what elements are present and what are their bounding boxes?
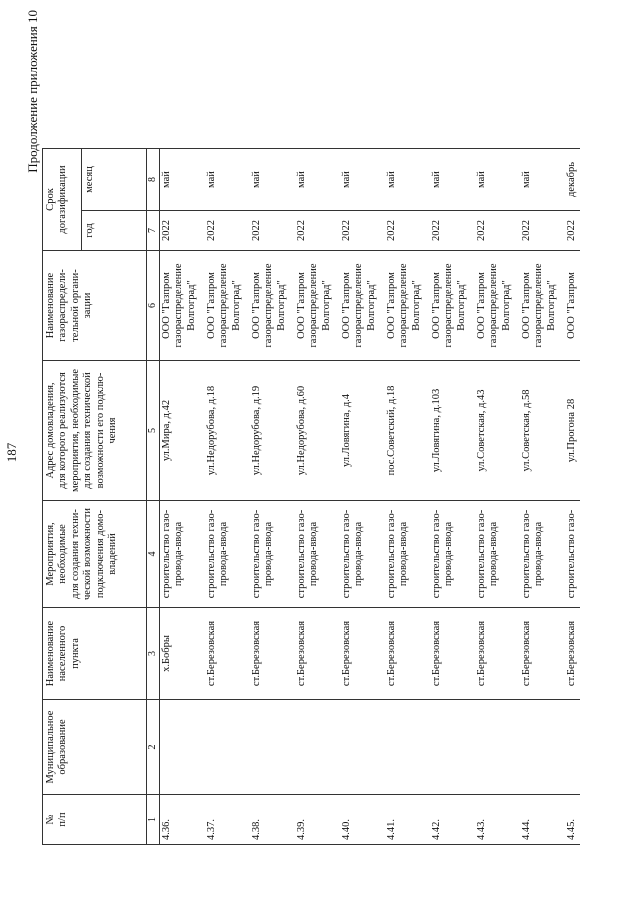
continuation-note: Продолжение приложения 10 [25, 10, 40, 173]
year-cell: 2022 [250, 211, 295, 251]
settlement-cell: х.Бобры [160, 608, 206, 700]
address-cell: ул.Прогона 28 [565, 361, 580, 501]
table-row [205, 149, 250, 845]
header-settlement-text: Наименование населенного пункта [45, 620, 81, 687]
month-cell: май [430, 149, 475, 211]
municipality-cell [475, 700, 520, 795]
municipality-cell [160, 700, 206, 795]
year-cell: 2022 [475, 211, 520, 251]
row-number: 4.36. [160, 795, 206, 845]
row-number: 4.38. [250, 795, 295, 845]
gasification-table [42, 148, 580, 845]
header-address [43, 361, 147, 501]
header-organization-text: Наименование газораспредели- тельной органи- зации [45, 269, 94, 342]
table-row [160, 149, 206, 845]
address-cell: ул.Мира, д.42 [160, 361, 206, 501]
address-cell: ул.Недорубова, д.60 [295, 361, 340, 501]
organization-cell: ООО "Газпром газораспределение Волгоград" [295, 251, 340, 361]
settlement-cell: ст.Березовская [430, 608, 475, 700]
organization-cell: ООО "Газпром газораспределение Волгоград" [340, 251, 385, 361]
address-cell: ул.Советская, д.43 [475, 361, 520, 501]
organization-cell: ООО "Газпром газораспределение Волгоград" [160, 251, 206, 361]
month-cell: май [160, 149, 206, 211]
municipality-cell [520, 700, 565, 795]
row-number: 4.42. [430, 795, 475, 845]
address-cell: ул.Ловягина, д.4 [340, 361, 385, 501]
organization-cell: ООО "Газпром газораспределение Волгоград" [205, 251, 250, 361]
column-index: 7 [147, 211, 160, 251]
column-index: 6 [147, 251, 160, 361]
event-cell: строительство газо- провода-ввода [295, 501, 340, 608]
header-year: год [82, 211, 147, 251]
address-cell: пос.Советский, д.18 [385, 361, 430, 501]
header-month: месяц [82, 149, 147, 211]
header-event [43, 501, 147, 608]
header-address-text: Адрес домовладения, для которого реализуются мероприятия, необходимые для создания технической возможности его подклю- чения [45, 369, 118, 493]
month-cell: май [385, 149, 430, 211]
column-index: 2 [147, 700, 160, 795]
row-number: 4.44. [520, 795, 565, 845]
header-number-text: № п/п [45, 812, 69, 827]
month-cell: май [340, 149, 385, 211]
settlement-cell: ст.Березовская [205, 608, 250, 700]
organization-cell: ООО "Газпром газораспределение Волгоград" [385, 251, 430, 361]
address-cell: ул.Ловягина, д.103 [430, 361, 475, 501]
municipality-cell [205, 700, 250, 795]
year-cell: 2022 [295, 211, 340, 251]
table-row [565, 149, 580, 845]
year-cell: 2022 [205, 211, 250, 251]
month-cell: май [250, 149, 295, 211]
event-cell: строительство газо- провода-ввода [205, 501, 250, 608]
table-row [250, 149, 295, 845]
row-number: 4.39. [295, 795, 340, 845]
column-index: 3 [147, 608, 160, 700]
settlement-cell: ст.Березовская [565, 608, 580, 700]
settlement-cell: ст.Березовская [295, 608, 340, 700]
table-row [340, 149, 385, 845]
column-index: 1 [147, 795, 160, 845]
row-number: 4.43. [475, 795, 520, 845]
table-row [295, 149, 340, 845]
page-number: 187 [4, 442, 19, 463]
settlement-cell: ст.Березовская [250, 608, 295, 700]
organization-cell: ООО "Газпром газораспределение Волгоград" [520, 251, 565, 361]
event-cell: строительство газо- провода-ввода [160, 501, 206, 608]
address-cell: ул.Недорубова, д.18 [205, 361, 250, 501]
header-municipality [43, 700, 147, 795]
event-cell: строительство газо- провода-ввода [250, 501, 295, 608]
municipality-cell [340, 700, 385, 795]
table-row [385, 149, 430, 845]
row-number: 4.37. [205, 795, 250, 845]
header-deadline [43, 149, 82, 251]
settlement-cell: ст.Березовская [475, 608, 520, 700]
column-index: 4 [147, 501, 160, 608]
month-cell: май [205, 149, 250, 211]
month-cell: май [295, 149, 340, 211]
organization-cell: ООО "Газпром [565, 251, 580, 361]
year-cell: 2022 [565, 211, 580, 251]
header-municipality-text: Муниципальное образование [45, 710, 69, 784]
year-cell: 2022 [430, 211, 475, 251]
column-index: 8 [147, 149, 160, 211]
event-cell: строительство газо- [565, 501, 580, 608]
year-cell: 2022 [160, 211, 206, 251]
year-cell: 2022 [385, 211, 430, 251]
row-number: 4.40. [340, 795, 385, 845]
settlement-cell: ст.Березовская [340, 608, 385, 700]
header-event-text: Мероприятия, необходимые для создания техни- ческой возможности подключения домо- владений [45, 508, 118, 600]
table-row [430, 149, 475, 845]
settlement-cell: ст.Березовская [520, 608, 565, 700]
header-organization [43, 251, 147, 361]
organization-cell: ООО "Газпром газораспределение Волгоград" [250, 251, 295, 361]
organization-cell: ООО "Газпром газораспределение Волгоград" [430, 251, 475, 361]
row-number: 4.41. [385, 795, 430, 845]
event-cell: строительство газо- провода-ввода [385, 501, 430, 608]
year-cell: 2022 [520, 211, 565, 251]
header-deadline-text: Срок догазификации [45, 165, 69, 234]
organization-cell: ООО "Газпром газораспределение Волгоград" [475, 251, 520, 361]
table-row [475, 149, 520, 845]
header-number [43, 795, 147, 845]
municipality-cell [385, 700, 430, 795]
month-cell: декабрь [565, 149, 580, 211]
municipality-cell [565, 700, 580, 795]
table-row [520, 149, 565, 845]
settlement-cell: ст.Березовская [385, 608, 430, 700]
table-body [160, 149, 581, 845]
municipality-cell [295, 700, 340, 795]
address-cell: ул.Недорубова, д.19 [250, 361, 295, 501]
row-number: 4.45. [565, 795, 580, 845]
event-cell: строительство газо- провода-ввода [475, 501, 520, 608]
month-cell: май [520, 149, 565, 211]
event-cell: строительство газо- провода-ввода [430, 501, 475, 608]
event-cell: строительство газо- провода-ввода [520, 501, 565, 608]
month-cell: май [475, 149, 520, 211]
address-cell: ул.Советская, д.58 [520, 361, 565, 501]
municipality-cell [430, 700, 475, 795]
header-settlement [43, 608, 147, 700]
column-index-row [147, 149, 160, 845]
year-cell: 2022 [340, 211, 385, 251]
column-index: 5 [147, 361, 160, 501]
event-cell: строительство газо- провода-ввода [340, 501, 385, 608]
municipality-cell [250, 700, 295, 795]
